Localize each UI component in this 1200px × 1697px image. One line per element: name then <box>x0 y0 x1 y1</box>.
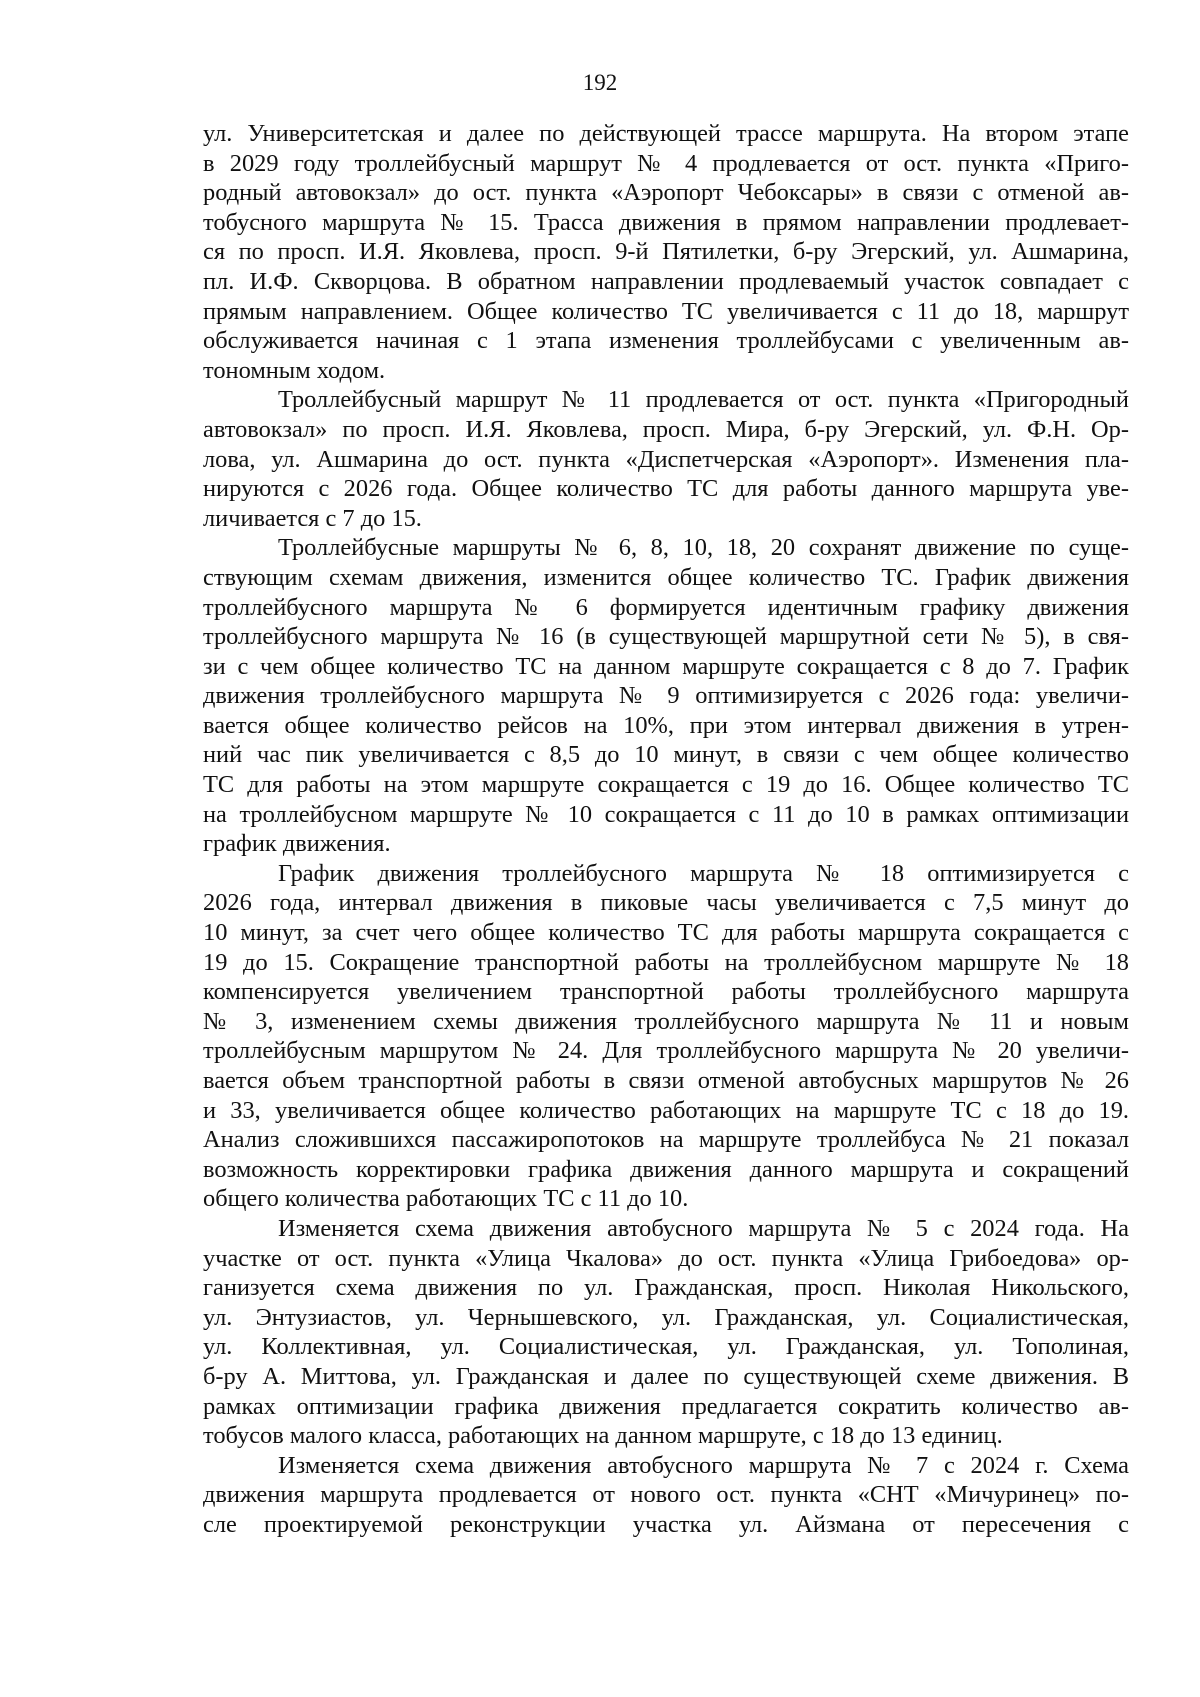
text-line: Анализ сложившихся пассажиропотоков на маршруте троллейбуса № 21 показал <box>203 1126 1129 1154</box>
text-line: график движения. <box>203 830 391 858</box>
text-line: вается объем транспортной работы в связи отменой автобусных маршрутов № 26 <box>203 1067 1129 1094</box>
text-line: личивается с 7 до 15. <box>203 504 422 532</box>
text-line: лова, ул. Ашмарина до ост. пункта «Диспетчерская «Аэропорт». Изменения пла- <box>203 445 1129 473</box>
paragraph <box>203 1214 1129 1451</box>
text-line: сле проектируемой реконструкции участка ул. Айзмана от пересечения с <box>203 1510 1129 1538</box>
text-line: троллейбусного маршрута № 6 формируется идентичным графику движения <box>203 593 1129 621</box>
text-line: движения троллейбусного маршрута № 9 оптимизируется с 2026 года: увеличи- <box>203 682 1129 710</box>
text-line: ний час пик увеличивается с 8,5 до 10 минут, в связи с чем общее количество <box>203 741 1129 769</box>
text-line: рамках оптимизации графика движения предлагается сократить количество ав- <box>203 1392 1129 1420</box>
text-line: троллейбусным маршрутом № 24. Для троллейбусного маршрута № 20 увеличи- <box>203 1037 1129 1065</box>
text-line: троллейбусного маршрута № 16 (в существующей маршрутной сети № 5), в свя- <box>203 623 1129 651</box>
text-line: движения маршрута продлевается от нового ост. пункта «СНТ «Мичуринец» по- <box>203 1481 1129 1509</box>
text-line: ул. Коллективная, ул. Социалистическая, ул. Гражданская, ул. Тополиная, <box>203 1333 1129 1361</box>
text-line: нируются с 2026 года. Общее количество ТС для работы данного маршрута уве- <box>203 475 1129 503</box>
text-line: Изменяется схема движения автобусного маршрута № 7 с 2024 г. Схема <box>278 1451 1129 1479</box>
text-line: общего количества работающих ТС с 11 до 10. <box>203 1185 689 1213</box>
text-line: ствующим схемам движения, изменится общее количество ТС. График движения <box>203 563 1129 591</box>
text-line: родный автовокзал» до ост. пункта «Аэропорт Чебоксары» в связи с отменой ав- <box>203 179 1129 207</box>
text-line: тобусного маршрута № 15. Трасса движения в прямом направлении продлевает- <box>203 208 1129 236</box>
page-number: 192 <box>582 70 618 95</box>
text-line: График движения троллейбусного маршрута № 18 оптимизируется с <box>278 859 1129 887</box>
text-line: Изменяется схема движения автобусного маршрута № 5 с 2024 года. На <box>278 1214 1129 1242</box>
text-line: Троллейбусные маршруты № 6, 8, 10, 18, 20 сохранят движение по суще- <box>278 534 1129 562</box>
paragraph <box>203 385 1129 533</box>
text-line: ТС для работы на этом маршруте сокращается с 19 до 16. Общее количество ТС <box>203 771 1129 799</box>
text-line: автовокзал» по просп. И.Я. Яковлева, просп. Мира, б-ру Эгерский, ул. Ф.Н. Ор- <box>203 415 1129 443</box>
text-line: ул. Энтузиастов, ул. Чернышевского, ул. Гражданская, ул. Социалистическая, <box>203 1303 1129 1331</box>
text-line: прямым направлением. Общее количество ТС увеличивается с 11 до 18, маршрут <box>203 297 1129 325</box>
text-line: ся по просп. И.Я. Яковлева, просп. 9-й Пятилетки, б-ру Эгерский, ул. Ашмарина, <box>203 238 1129 266</box>
text-line: на троллейбусном маршруте № 10 сокращается с 11 до 10 в рамках оптимизации <box>203 800 1129 828</box>
text-line: обслуживается начиная с 1 этапа изменения троллейбусами с увеличенным ав- <box>203 327 1129 355</box>
text-line: № 3, изменением схемы движения троллейбусного маршрута № 11 и новым <box>203 1007 1129 1035</box>
paragraph <box>203 119 1129 385</box>
text-line: тономным ходом. <box>203 356 386 384</box>
text-line: в 2029 году троллейбусный маршрут № 4 продлевается от ост. пункта «Приго- <box>203 149 1129 177</box>
text-line: 19 до 15. Сокращение транспортной работы на троллейбусном маршруте № 18 <box>203 948 1129 976</box>
text-line: ул. Университетская и далее по действующей трассе маршрута. На втором этапе <box>203 120 1129 147</box>
paragraph <box>203 859 1129 1214</box>
paragraph <box>203 533 1129 859</box>
text-line: 2026 года, интервал движения в пиковые часы увеличивается с 7,5 минут до <box>203 889 1129 917</box>
text-line: 10 минут, за счет чего общее количество ТС для работы маршрута сокращается с <box>203 919 1129 947</box>
paragraph <box>203 1451 1129 1540</box>
text-line: зи с чем общее количество ТС на данном маршруте сокращается с 8 до 7. График <box>203 652 1129 680</box>
text-line: Троллейбусный маршрут № 11 продлевается от ост. пункта «Пригородный <box>278 386 1129 414</box>
text-line: и 33, увеличивается общее количество работающих на маршруте ТС с 18 до 19. <box>203 1096 1129 1124</box>
text-line: ганизуется схема движения по ул. Гражданская, просп. Николая Никольского, <box>203 1274 1129 1302</box>
text-line: возможность корректировки графика движения данного маршрута и сокращений <box>203 1155 1129 1183</box>
text-line: пл. И.Ф. Скворцова. В обратном направлении продлеваемый участок совпадает с <box>203 267 1129 295</box>
text-line: вается общее количество рейсов на 10%, при этом интервал движения в утрен- <box>203 711 1129 739</box>
text-line: компенсируется увеличением транспортной работы троллейбусного маршрута <box>203 978 1129 1006</box>
text-line: б-ру А. Миттова, ул. Гражданская и далее по существующей схеме движения. В <box>203 1362 1129 1390</box>
text-line: тобусов малого класса, работающих на данном маршруте, с 18 до 13 единиц. <box>203 1422 1003 1450</box>
document-body <box>203 119 1129 1540</box>
text-line: участке от ост. пункта «Улица Чкалова» до ост. пункта «Улица Грибоедова» ор- <box>203 1244 1129 1272</box>
